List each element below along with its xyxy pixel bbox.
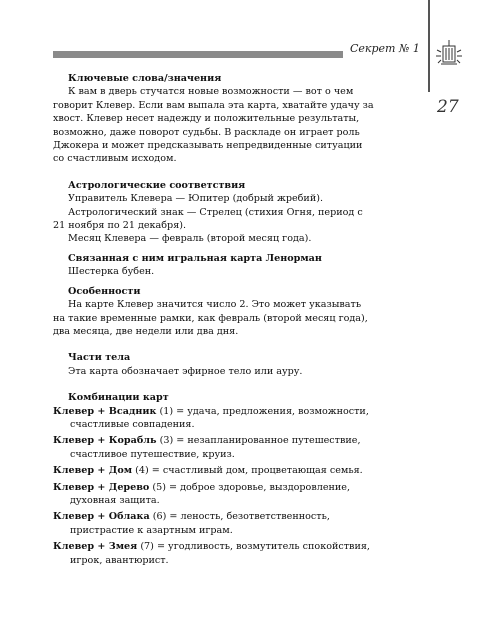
keywords-text: К вам в дверь стучатся новые возможности — вот о чем говорит Клевер. Если вам выпала эта карта, хватайте удачу за хвост. Клевер несет надежду и положительные результаты, возможно, даже поворот судьбы. В раскладе он играет роль Джокера и может предсказывать непредвиденные ситуации со счастливым исходом. <box>53 86 374 165</box>
astro-line: Управитель Клевера — Юпитер (добрый жребий). <box>68 193 324 205</box>
combination-pair: Клевер + Корабль <box>53 435 157 447</box>
combination-item <box>53 540 375 567</box>
combination-number: (1) <box>159 405 174 417</box>
combinations-heading: Комбинации карт <box>68 392 169 404</box>
combination-pair: Клевер + Дом <box>53 465 133 477</box>
combination-item <box>53 510 375 537</box>
combination-item <box>53 464 375 477</box>
lenormand-heading: Связанная с ним игральная карта Ленорман <box>68 252 322 264</box>
features-text: На карте Клевер значится число 2. Это может указывать на такие временные рамки, как февраль (второй месяц года), два месяца, две недели или два дня. <box>53 299 368 337</box>
combination-pair: Клевер + Змея <box>53 541 138 553</box>
combination-meaning: = леность, безответственность, пристрастие к азартным играм. <box>70 511 330 536</box>
astro-heading: Астрологические соответствия <box>68 179 246 191</box>
combination-item <box>53 434 375 461</box>
margin-rule <box>428 0 430 92</box>
combination-item <box>53 405 375 432</box>
lenormand-text: Шестерка бубен. <box>68 266 155 278</box>
combination-pair: Клевер + Всадник <box>53 405 157 417</box>
features-heading: Особенности <box>68 285 141 297</box>
combination-number: (4) <box>135 465 149 477</box>
combination-number: (7) <box>140 541 154 553</box>
astro-line: Месяц Клевера — февраль (второй месяц года). <box>68 233 312 245</box>
combination-meaning: = незапланированное путешествие, счастливое путешествие, круиз. <box>70 435 361 460</box>
combination-number: (5) <box>152 481 166 493</box>
combination-meaning: = удача, предложения, возможности, счастливые совпадения. <box>70 405 369 430</box>
body-parts-text: Эта карта обозначает эфирное тело или ауру. <box>68 365 303 377</box>
combination-meaning: = доброе здоровье, выздоровление, духовная защита. <box>70 481 351 506</box>
combination-meaning: = угодливость, возмутитель спокойствия, игрок, авантюрист. <box>70 541 370 566</box>
combinations-list <box>53 405 375 567</box>
combination-pair: Клевер + Облака <box>53 511 150 523</box>
combination-number: (3) <box>159 435 174 447</box>
keywords-heading: Ключевые слова/значения <box>68 73 222 84</box>
combination-meaning: = счастливый дом, процветающая семья. <box>151 465 363 477</box>
combination-number: (6) <box>152 511 167 523</box>
combination-item <box>53 481 375 508</box>
combination-pair: Клевер + Дерево <box>53 481 150 493</box>
astro-line: Астрологический знак — Стрелец (стихия Огня, период с 21 ноября по 21 декабря). <box>53 206 363 232</box>
running-header: Секрет № 1 <box>350 42 420 55</box>
page-number: 27 <box>437 97 459 117</box>
page-content <box>53 72 375 570</box>
body-parts-heading: Части тела <box>68 352 131 364</box>
header-bar <box>53 51 343 58</box>
lantern-icon <box>434 38 464 72</box>
